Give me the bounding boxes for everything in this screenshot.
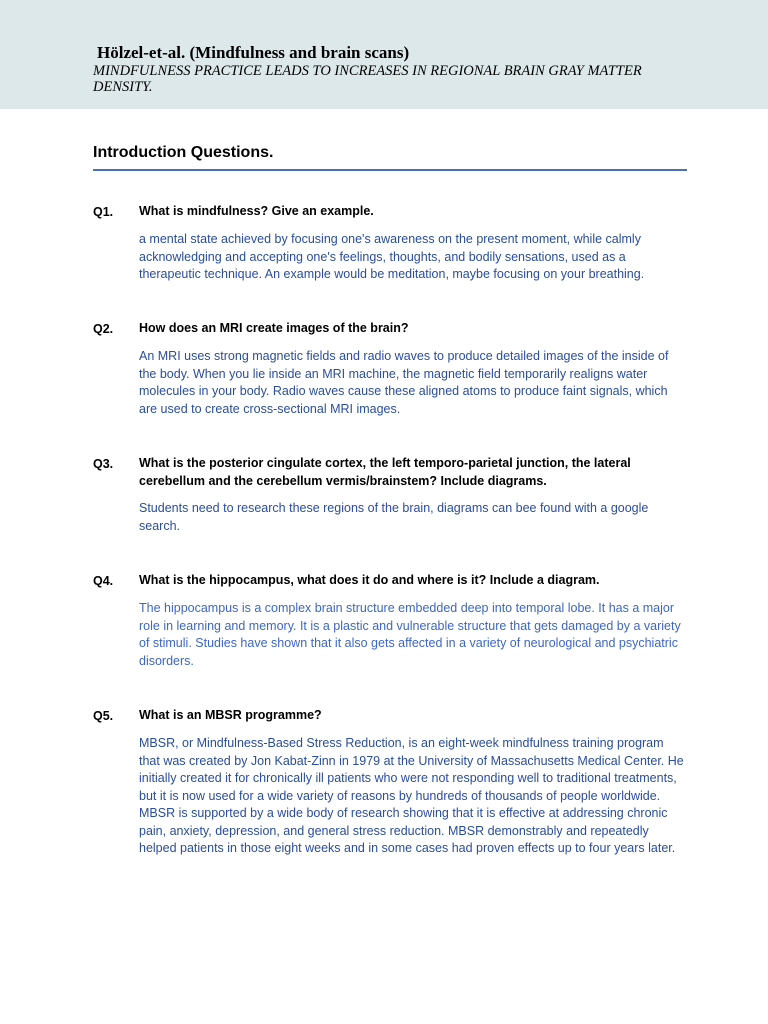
question-text-4: What is the hippocampus, what does it do and where is it? Include a diagram. [139, 573, 600, 587]
answer-text-2: An MRI uses strong magnetic fields and radio waves to produce detailed images of the inside of the body. When you lie inside an MRI machine, the magnetic field temporarily realigns water molecules in your body. Radio waves cause these aligned atoms to produce faint signals, which are used to create cross-sectional MRI images. [139, 349, 669, 416]
answer-text-1: a mental state achieved by focusing one's awareness on the present moment, while calmly acknowledging and accepting one's feelings, thoughts, and bodily sensations, used as a therapeutic technique. An example would be meditation, maybe focusing on your breathing. [139, 232, 645, 281]
document-title: Hölzel-et-al. (Mindfulness and brain scans) [97, 43, 410, 62]
answer-text-3: Students need to research these regions of the brain, diagrams can bee found with a google search. [139, 501, 649, 533]
question-text-3: What is the posterior cingulate cortex, the left temporo-parietal junction, the lateral cerebellum and the cerebellum vermis/brainstem? Include diagrams. [139, 456, 631, 488]
answer-text-5: MBSR, or Mindfulness-Based Stress Reduction, is an eight-week mindfulness training program that was created by Jon Kabat-Zinn in 1979 at the University of Massachusetts Medical Center. He initially created it for chronically ill patients who were not responding well to traditional treatments, but it is now used for a wide variety of reasons by hundreds of thousands of people worldwide. MBSR is supported by a wide body of research showing that it is effective at addressing chronic pain, anxiety, depression, and general stress reduction. MBSR demonstrably and repeatedly helped patients in those eight weeks and in some cases had proven effects up to four years later. [139, 736, 684, 855]
question-number-4: Q4. [93, 574, 114, 588]
question-number-3: Q3. [93, 457, 114, 471]
section-heading: Introduction Questions. [93, 144, 274, 161]
document-subtitle: MINDFULNESS PRACTICE LEADS TO INCREASES IN REGIONAL BRAIN GRAY MATTER DENSITY. [93, 63, 642, 95]
question-text-2: How does an MRI create images of the brain? [139, 321, 409, 335]
question-number-2: Q2. [93, 322, 114, 336]
question-text-5: What is an MBSR programme? [139, 708, 322, 722]
question-text-1: What is mindfulness? Give an example. [139, 204, 374, 218]
question-number-1: Q1. [93, 205, 114, 219]
section-divider [93, 169, 687, 171]
question-number-5: Q5. [93, 709, 114, 723]
answer-text-4: The hippocampus is a complex brain structure embedded deep into temporal lobe. It has a major role in learning and memory. It is a plastic and vulnerable structure that gets damaged by a variety of stimuli. Studies have shown that it also gets affected in a variety of neurological and psychiatric disorders. [139, 601, 681, 668]
